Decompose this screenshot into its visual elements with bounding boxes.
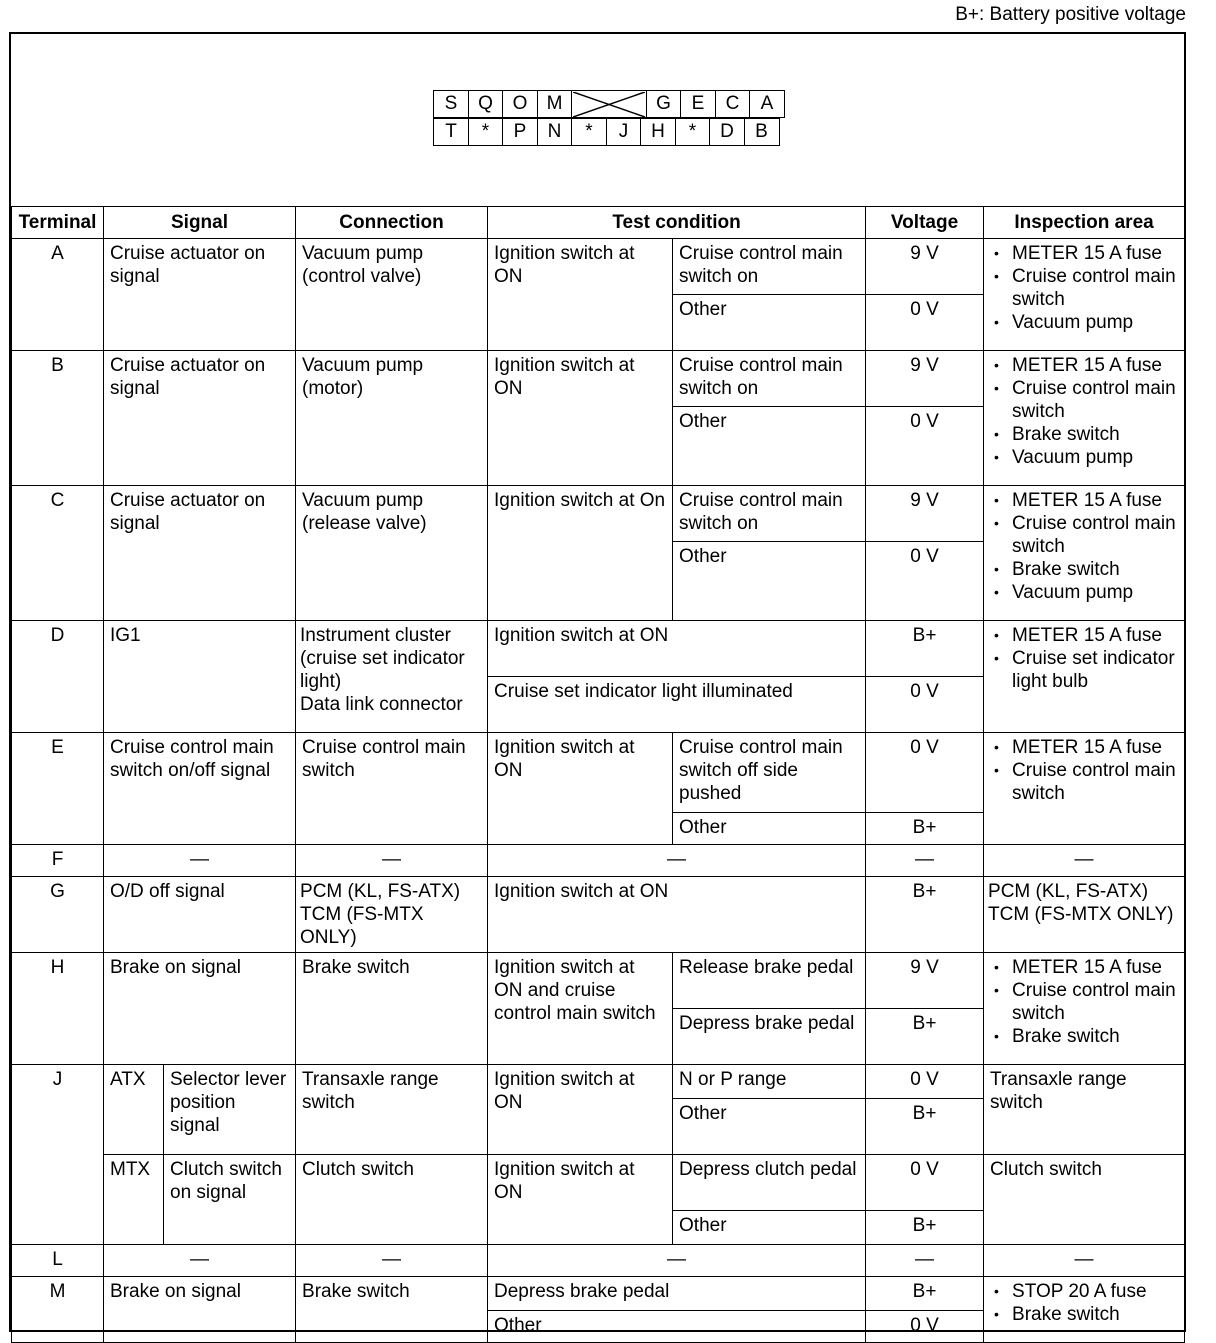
terminal-l: L xyxy=(12,1245,104,1277)
inspection-j-mtx: Clutch switch xyxy=(984,1155,1185,1245)
terminal-h: H xyxy=(12,953,104,1065)
connector-diagram xyxy=(433,90,784,146)
subcondition-j-atx-2: Other xyxy=(673,1099,866,1155)
table-row xyxy=(12,486,1185,542)
terminal-a: A xyxy=(12,239,104,351)
inspection-item: • Cruise control main switch xyxy=(994,265,1178,311)
condition-d-2: Cruise set indicator light illuminated xyxy=(488,677,866,733)
pin-t: T xyxy=(433,118,469,146)
pin-q: Q xyxy=(468,90,504,118)
header-inspection: Inspection area xyxy=(984,207,1185,239)
subcondition-e-1: Cruise control main switch off side pushed xyxy=(673,733,866,813)
signal-g: O/D off signal xyxy=(104,877,296,953)
inspection-item: • METER 15 A fuse xyxy=(994,489,1178,512)
inspection-g: PCM (KL, FS-ATX) TCM (FS-MTX ONLY) xyxy=(984,877,1185,953)
pin-e: E xyxy=(680,90,716,118)
voltage-j-mtx-1: 0 V xyxy=(866,1155,984,1211)
connection-a: Vacuum pump (control valve) xyxy=(296,239,488,351)
condition-a: Ignition switch at ON xyxy=(488,239,673,351)
inspection-item: • Vacuum pump xyxy=(994,311,1178,334)
terminal-g: G xyxy=(12,877,104,953)
table-row xyxy=(12,621,1185,677)
voltage-e-2: B+ xyxy=(866,813,984,845)
voltage-m-1: B+ xyxy=(866,1277,984,1311)
inspection-item: • STOP 20 A fuse xyxy=(994,1280,1178,1303)
table-row xyxy=(12,877,1185,953)
connection-d-line-1: Instrument cluster (cruise set indicator light) xyxy=(300,625,465,692)
inspection-item: • Vacuum pump xyxy=(994,446,1178,469)
pin-j: J xyxy=(606,118,642,146)
terminal-spec-table xyxy=(11,206,1185,1343)
table-row xyxy=(12,351,1185,407)
subcondition-j-mtx-2: Other xyxy=(673,1211,866,1245)
inspection-item: • Cruise set indicator light bulb xyxy=(994,647,1178,693)
signal-f: — xyxy=(104,845,296,877)
header-terminal: Terminal xyxy=(12,207,104,239)
connection-g: PCM (KL, FS-ATX) TCM (FS-MTX ONLY) xyxy=(296,877,488,953)
condition-f: — xyxy=(488,845,866,877)
subcondition-a-2: Other xyxy=(673,295,866,351)
pin-m: M xyxy=(537,90,573,118)
terminal-m: M xyxy=(12,1277,104,1343)
atx-label: ATX xyxy=(104,1065,164,1155)
header-test-condition: Test condition xyxy=(488,207,866,239)
signal-m: Brake on signal xyxy=(104,1277,296,1343)
connection-h: Brake switch xyxy=(296,953,488,1065)
pin-b: B xyxy=(744,118,780,146)
pin-s: S xyxy=(433,90,469,118)
header-row xyxy=(12,207,1185,239)
table-row xyxy=(12,1277,1185,1311)
pin-d: D xyxy=(709,118,745,146)
voltage-h-2: B+ xyxy=(866,1009,984,1065)
inspection-item: • Vacuum pump xyxy=(994,581,1178,604)
condition-m-1: Depress brake pedal xyxy=(488,1277,866,1311)
voltage-d-2: 0 V xyxy=(866,677,984,733)
condition-j-mtx: Ignition switch at ON xyxy=(488,1155,673,1245)
inspection-b xyxy=(984,351,1185,486)
connector-top-row xyxy=(433,90,784,118)
voltage-c-2: 0 V xyxy=(866,542,984,621)
inspection-f: — xyxy=(984,845,1185,877)
pin-g: G xyxy=(646,90,682,118)
connection-b: Vacuum pump (motor) xyxy=(296,351,488,486)
subcondition-j-mtx-1: Depress clutch pedal xyxy=(673,1155,866,1211)
signal-j-atx: Selector lever position signal xyxy=(164,1065,296,1155)
voltage-j-mtx-2: B+ xyxy=(866,1211,984,1245)
table-row xyxy=(12,733,1185,813)
header-signal: Signal xyxy=(104,207,296,239)
unused-pin-cross xyxy=(571,90,647,118)
signal-j-mtx: Clutch switch on signal xyxy=(164,1155,296,1245)
pin-c: C xyxy=(715,90,751,118)
inspection-e xyxy=(984,733,1185,845)
inspection-item: • Cruise control main switch xyxy=(994,377,1178,423)
subcondition-e-2: Other xyxy=(673,813,866,845)
voltage-g: B+ xyxy=(866,877,984,953)
terminal-c: C xyxy=(12,486,104,621)
voltage-e-1: 0 V xyxy=(866,733,984,813)
subcondition-b-1: Cruise control main switch on xyxy=(673,351,866,407)
connection-j-mtx: Clutch switch xyxy=(296,1155,488,1245)
cross-icon xyxy=(573,92,645,117)
table-row xyxy=(12,1155,1185,1211)
subcondition-h-1: Release brake pedal xyxy=(673,953,866,1009)
pin-o: O xyxy=(502,90,538,118)
terminal-j: J xyxy=(12,1065,104,1245)
connection-c: Vacuum pump (release valve) xyxy=(296,486,488,621)
inspection-item: • Brake switch xyxy=(994,558,1178,581)
table-row xyxy=(12,1065,1185,1099)
condition-b: Ignition switch at ON xyxy=(488,351,673,486)
signal-l: — xyxy=(104,1245,296,1277)
connection-l: — xyxy=(296,1245,488,1277)
mtx-label: MTX xyxy=(104,1155,164,1245)
voltage-c-1: 9 V xyxy=(866,486,984,542)
inspection-item: • Cruise control main switch xyxy=(994,979,1178,1025)
inspection-item: • Brake switch xyxy=(994,1025,1178,1048)
inspection-item: • Cruise control main switch xyxy=(994,759,1178,805)
subcondition-j-atx-1: N or P range xyxy=(673,1065,866,1099)
subcondition-a-1: Cruise control main switch on xyxy=(673,239,866,295)
terminal-b: B xyxy=(12,351,104,486)
inspection-item: • METER 15 A fuse xyxy=(994,354,1178,377)
pin-blank-1: * xyxy=(468,118,504,146)
subcondition-h-2: Depress brake pedal xyxy=(673,1009,866,1065)
voltage-l: — xyxy=(866,1245,984,1277)
subcondition-b-2: Other xyxy=(673,407,866,486)
inspection-item: • METER 15 A fuse xyxy=(994,242,1178,265)
pin-n: N xyxy=(537,118,573,146)
inspection-item: • Cruise control main switch xyxy=(994,512,1178,558)
inspection-item: • Brake switch xyxy=(994,1303,1178,1326)
signal-d: IG1 xyxy=(104,621,296,733)
terminal-f: F xyxy=(12,845,104,877)
voltage-d-1: B+ xyxy=(866,621,984,677)
inspection-m xyxy=(984,1277,1185,1343)
voltage-a-2: 0 V xyxy=(866,295,984,351)
signal-e: Cruise control main switch on/off signal xyxy=(104,733,296,845)
header-connection: Connection xyxy=(296,207,488,239)
condition-e: Ignition switch at ON xyxy=(488,733,673,845)
inspection-c xyxy=(984,486,1185,621)
voltage-j-atx-2: B+ xyxy=(866,1099,984,1155)
signal-c: Cruise actuator on signal xyxy=(104,486,296,621)
connection-f: — xyxy=(296,845,488,877)
connection-m: Brake switch xyxy=(296,1277,488,1343)
voltage-m-2: 0 V xyxy=(866,1311,984,1343)
condition-m-2: Other xyxy=(488,1311,866,1343)
condition-d-1: Ignition switch at ON xyxy=(488,621,866,677)
inspection-h xyxy=(984,953,1185,1065)
pin-blank-2: * xyxy=(571,118,607,146)
terminal-d: D xyxy=(12,621,104,733)
pin-blank-3: * xyxy=(675,118,711,146)
signal-b: Cruise actuator on signal xyxy=(104,351,296,486)
voltage-b-2: 0 V xyxy=(866,407,984,486)
voltage-b-1: 9 V xyxy=(866,351,984,407)
pin-p: P xyxy=(502,118,538,146)
header-voltage: Voltage xyxy=(866,207,984,239)
table-row xyxy=(12,845,1185,877)
battery-voltage-note: B+: Battery positive voltage xyxy=(955,4,1186,25)
subcondition-c-1: Cruise control main switch on xyxy=(673,486,866,542)
voltage-f: — xyxy=(866,845,984,877)
condition-c: Ignition switch at On xyxy=(488,486,673,621)
condition-l: — xyxy=(488,1245,866,1277)
voltage-h-1: 9 V xyxy=(866,953,984,1009)
condition-h: Ignition switch at ON and cruise control main switch xyxy=(488,953,673,1065)
inspection-item: • METER 15 A fuse xyxy=(994,956,1178,979)
signal-a: Cruise actuator on signal xyxy=(104,239,296,351)
inspection-l: — xyxy=(984,1245,1185,1277)
pin-a: A xyxy=(749,90,785,118)
inspection-item: • Brake switch xyxy=(994,423,1178,446)
inspection-d xyxy=(984,621,1185,733)
subcondition-c-2: Other xyxy=(673,542,866,621)
inspection-j-atx: Transaxle range switch xyxy=(984,1065,1185,1155)
condition-g: Ignition switch at ON xyxy=(488,877,866,953)
inspection-item: • METER 15 A fuse xyxy=(994,736,1178,759)
connection-e: Cruise control main switch xyxy=(296,733,488,845)
terminal-e: E xyxy=(12,733,104,845)
inspection-item: • METER 15 A fuse xyxy=(994,624,1178,647)
signal-h: Brake on signal xyxy=(104,953,296,1065)
inspection-a xyxy=(984,239,1185,351)
table-row xyxy=(12,1245,1185,1277)
connection-d-line-2: Data link connector xyxy=(300,694,463,715)
voltage-a-1: 9 V xyxy=(866,239,984,295)
condition-j-atx: Ignition switch at ON xyxy=(488,1065,673,1155)
connection-d xyxy=(296,621,488,733)
pin-h: H xyxy=(640,118,676,146)
voltage-j-atx-1: 0 V xyxy=(866,1065,984,1099)
table-row xyxy=(12,953,1185,1009)
connection-j-atx: Transaxle range switch xyxy=(296,1065,488,1155)
table-row xyxy=(12,239,1185,295)
connector-bottom-row xyxy=(433,118,784,146)
